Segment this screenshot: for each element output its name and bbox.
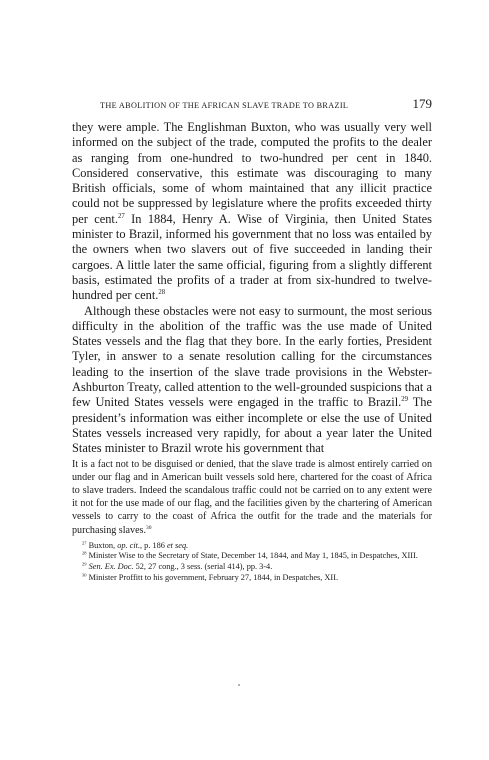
- text-run: 52, 27 cong., 3 sess. (serial 414), pp. 3-4.: [133, 561, 273, 571]
- footnote-marker: 28: [158, 289, 166, 297]
- body-paragraph: [72, 120, 432, 304]
- running-header: [100, 96, 432, 112]
- footnote: [72, 551, 432, 562]
- footnote-marker: 27: [82, 540, 87, 546]
- footnote-marker: 30: [146, 524, 152, 531]
- footnote-marker: 28: [82, 550, 87, 556]
- text-run: The president’s information was either incomplete or else the use of United States vessels increased very rapidly, for about a year later the United States minister to Brazil wrote his government that: [72, 395, 432, 456]
- footnote-marker: 27: [117, 212, 125, 220]
- page-number: 179: [412, 96, 432, 111]
- text-run: , p. 186: [140, 540, 167, 550]
- footnote-marker: 29: [82, 561, 87, 567]
- text-run: Minister Wise to the Secretary of State, December 14, 1844, and May 1, 1845, in Despatches, XIII.: [86, 551, 418, 561]
- footnote-marker: 29: [401, 396, 409, 404]
- paper-speck: [238, 684, 240, 686]
- footnote: [72, 562, 432, 573]
- footnote: [72, 573, 432, 584]
- footnote-marker: 30: [82, 572, 87, 578]
- text-run: they were ample. The Englishman Buxton, who was usually very well informed on the subject of the trade, computed the profits to the dealer as ranging from one-hundred to two-hundred per cent in 1840. Considered conservative, this estimate was discouraging to many British officials, some of whom maintained that any illicit practice could not be suppressed by legislature where the profits exceeded thirty per cent.: [72, 120, 432, 226]
- italic-text: Sen. Ex. Doc.: [88, 561, 134, 571]
- text-run: Buxton,: [86, 540, 118, 550]
- text-run: Minister Proffitt to his government, February 27, 1844, in Despatches, XII.: [86, 572, 339, 582]
- book-page: [72, 96, 432, 583]
- text-run: It is a fact not to be disguised or denied, that the slave trade is almost entirely carried on under our flag and in American built vessels sold here, chartered for the coast of Africa to slave traders. Indeed the scandalous traffic could not be carried on to any extent were it not for the use made of our flag, and the facilities given by the chartering of American vessels to carry to the coast of Africa the outfit for the trade and the materials for purchasing slaves.: [72, 458, 432, 536]
- text-run: Although these obstacles were not easy to surmount, the most serious difficulty in the abolition of the traffic was the use made of United States vessels and the flag that they bore. In the early forties, President Tyler, in answer to a senate resolution calling for the circumstances leading to the insertion of the slave trade provisions in the Webster-Ashburton Treaty, called attention to the well-grounded suspicions that a few United States vessels were engaged in the traffic to Brazil.: [72, 303, 432, 410]
- running-title: THE ABOLITION OF THE AFRICAN SLAVE TRADE TO BRAZIL: [100, 101, 349, 110]
- text-run: In 1884, Henry A. Wise of Virginia, then United States minister to Brazil, informed his government that no loss was entailed by the owners when two slavers out of five succeeded in landing their cargoes. A little later the same official, figuring from a slightly different basis, estimated the profits of a trader at from six-hundred to twelve-hundred per cent.: [72, 211, 432, 303]
- footnotes: [72, 541, 432, 583]
- block-quote: [72, 458, 432, 537]
- footnote: [72, 541, 432, 552]
- italic-text: op. cit.: [117, 540, 141, 550]
- italic-text: et seq.: [166, 540, 189, 550]
- body-paragraph: [72, 304, 432, 457]
